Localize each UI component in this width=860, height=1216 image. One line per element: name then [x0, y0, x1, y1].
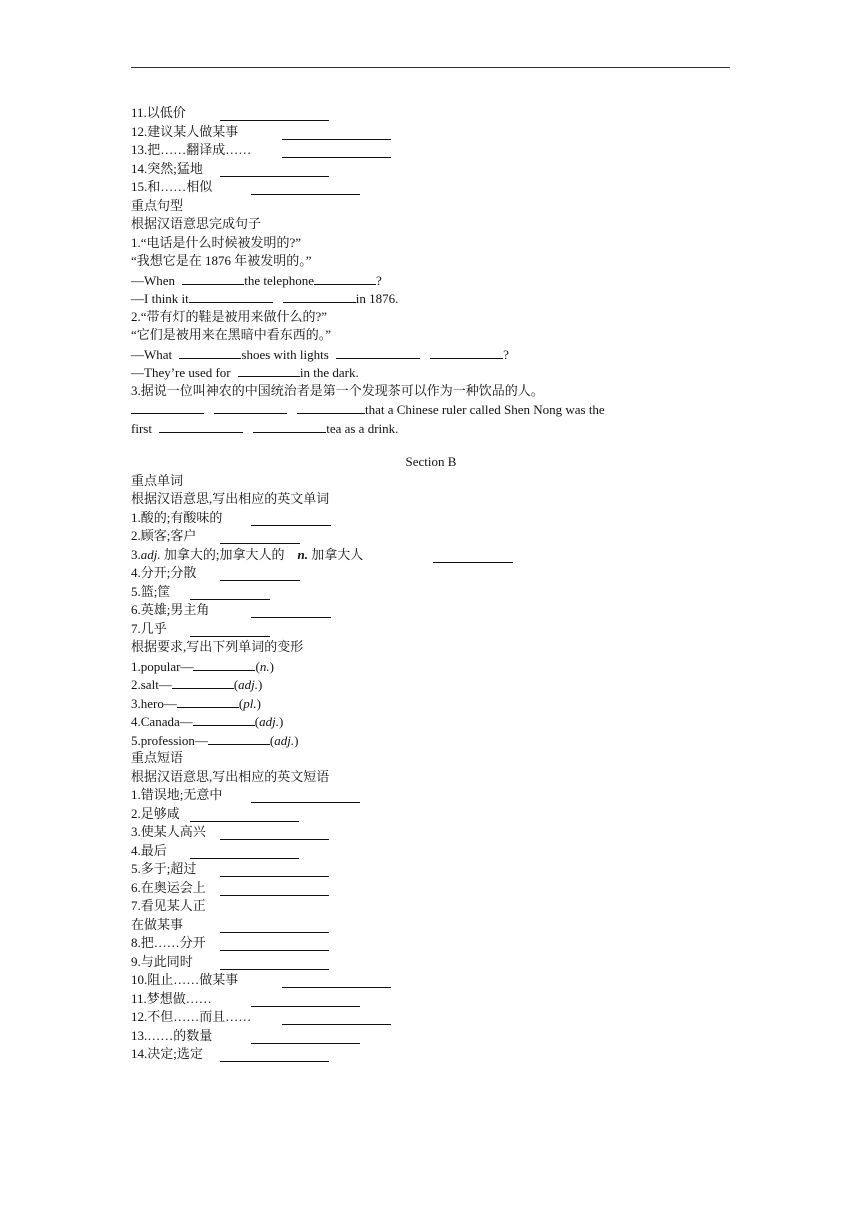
section-title: Section B [405, 454, 457, 469]
answer-blank[interactable] [177, 694, 239, 708]
answer-blank[interactable] [282, 1011, 391, 1025]
answer-blank[interactable] [193, 657, 255, 671]
answer-blank[interactable] [430, 345, 503, 359]
question-en: that a Chinese ruler called Shen Nong was the [131, 400, 731, 419]
list-item: 5.篮;筐 [131, 583, 731, 602]
answer-blank[interactable] [220, 863, 329, 877]
list-item: 1.酸的;有酸味的 [131, 509, 731, 528]
list-item: 3.adj. 加拿大的;加拿大人的 n. 加拿大人 [131, 546, 731, 565]
list-item [131, 178, 731, 197]
list-item: 4.分开;分散 [131, 564, 731, 583]
answer-blank[interactable] [220, 107, 329, 121]
list-item [131, 141, 731, 160]
answer-blank[interactable] [314, 271, 376, 285]
answer-blank[interactable] [282, 974, 391, 988]
question-en: first tea as a drink. [131, 420, 399, 436]
question-en: —I think it in 1876. [131, 291, 399, 306]
list-item [131, 104, 731, 123]
answer-blank[interactable] [433, 549, 513, 563]
instruction: 根据汉语意思,写出相应的英文短语 [131, 768, 330, 784]
header-rule [131, 67, 730, 68]
answer-blank[interactable] [251, 604, 331, 618]
question-cn: 2.“带有灯的鞋是被用来做什么的?” [131, 308, 328, 324]
answer-blank[interactable] [251, 993, 360, 1007]
item-label: 14.突然;猛地 [131, 160, 203, 176]
question-en: —They’re used for in the dark. [131, 365, 359, 380]
list-item: 6.英雄;男主角 [131, 601, 731, 620]
item-label: 11.以低价 [131, 105, 186, 120]
list-item: 4.最后 [131, 842, 731, 861]
question-cn: “我想它是在 1876 年被发明的。” [131, 253, 312, 268]
answer-blank[interactable] [159, 419, 243, 433]
answer-blank[interactable] [238, 363, 300, 377]
answer-blank[interactable] [172, 675, 234, 689]
question-en: —What shoes with lights ? [131, 346, 509, 362]
question-cn: 3.据说一位叫神农的中国统治者是第一个发现茶可以作为一种饮品的人。 [131, 382, 544, 398]
list-item: 13.……的数量 [131, 1027, 731, 1046]
answer-blank[interactable] [179, 345, 241, 359]
question-en: —When the telephone ? [131, 272, 382, 288]
item-label: 15.和……相似 [131, 179, 213, 194]
list-item: 10.阻止……做某事 [131, 971, 731, 990]
question-cn: “它们是被用来在黑暗中看东西的。” [131, 327, 332, 342]
list-item: 7.几乎 [131, 620, 731, 639]
answer-blank[interactable] [189, 289, 273, 303]
answer-blank[interactable] [182, 271, 244, 285]
answer-blank[interactable] [251, 181, 360, 195]
list-item [131, 160, 731, 179]
answer-blank[interactable] [220, 567, 300, 581]
answer-blank[interactable] [131, 400, 204, 414]
list-item: 9.与此同时 [131, 953, 731, 972]
answer-blank[interactable] [297, 400, 365, 414]
answer-blank[interactable] [220, 956, 329, 970]
list-item: 3.hero— (pl.) [131, 695, 261, 711]
answer-blank[interactable] [220, 826, 329, 840]
list-item: 3.使某人高兴 [131, 823, 731, 842]
answer-blank[interactable] [190, 586, 270, 600]
answer-blank[interactable] [190, 845, 299, 859]
list-item: 5.profession— (adj.) [131, 732, 299, 748]
list-item: 8.把……分开 [131, 934, 731, 953]
list-item: 2.顾客;客户 [131, 527, 731, 546]
list-item: 2.salt— (adj.) [131, 677, 263, 692]
list-item [131, 123, 731, 142]
answer-blank[interactable] [190, 808, 299, 822]
list-item: 7.看见某人正 [131, 898, 206, 913]
answer-blank[interactable] [220, 163, 329, 177]
answer-blank[interactable] [193, 712, 255, 726]
answer-blank[interactable] [220, 919, 329, 933]
answer-blank[interactable] [214, 400, 287, 414]
list-item: 11.梦想做…… [131, 990, 731, 1009]
answer-blank[interactable] [220, 1048, 329, 1062]
list-item: 1.错误地;无意中 [131, 786, 731, 805]
answer-blank[interactable] [282, 126, 391, 140]
answer-blank[interactable] [251, 1030, 360, 1044]
answer-blank[interactable] [253, 419, 326, 433]
worksheet [131, 104, 731, 1064]
instruction: 根据汉语意思,写出相应的英文单词 [131, 491, 330, 506]
answer-blank[interactable] [220, 937, 329, 951]
answer-blank[interactable] [251, 789, 360, 803]
list-item: 4.Canada— (adj.) [131, 714, 284, 729]
answer-blank[interactable] [190, 623, 270, 637]
answer-blank[interactable] [208, 731, 270, 745]
list-item: 2.足够咸 [131, 805, 731, 824]
instruction: 根据汉语意思完成句子 [131, 216, 262, 231]
section-heading: 重点单词 [131, 472, 184, 488]
list-item: 在做某事 [131, 916, 731, 935]
answer-blank[interactable] [283, 289, 356, 303]
answer-blank[interactable] [251, 512, 331, 526]
item-label: 12.建议某人做某事 [131, 123, 239, 139]
list-item: 1.popular— (n.) [131, 658, 274, 674]
answer-blank[interactable] [336, 345, 420, 359]
list-item: 14.决定;选定 [131, 1045, 731, 1064]
section-heading: 重点句型 [131, 197, 184, 213]
list-item: 5.多于;超过 [131, 860, 731, 879]
item-label: 13.把……翻译成…… [131, 142, 252, 157]
section-heading: 重点短语 [131, 750, 184, 765]
answer-blank[interactable] [220, 530, 300, 544]
list-item: 6.在奥运会上 [131, 879, 731, 898]
question-cn: 1.“电话是什么时候被发明的?” [131, 234, 302, 250]
answer-blank[interactable] [220, 882, 329, 896]
answer-blank[interactable] [282, 144, 391, 158]
instruction: 根据要求,写出下列单词的变形 [131, 639, 304, 654]
list-item: 12.不但……而且…… [131, 1008, 731, 1027]
